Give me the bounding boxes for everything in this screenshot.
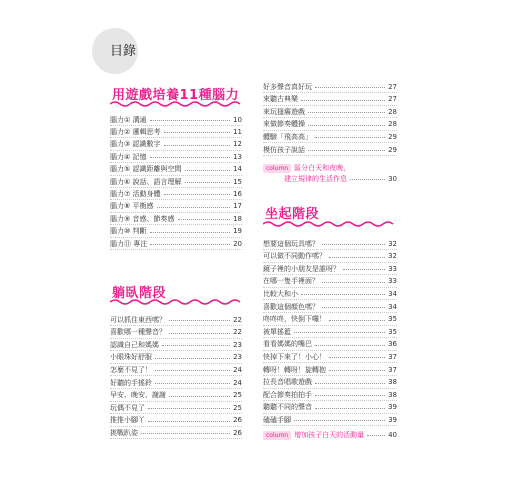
toc-entry-title: 推推小腳丫 — [110, 416, 145, 425]
leader-dots — [315, 395, 385, 396]
toc-entry-title: 快掉下來了！小心！ — [263, 352, 326, 361]
toc-entry-title: 模仿孩子說話 — [263, 145, 305, 154]
page-number: 12 — [233, 140, 242, 149]
toc-entry-title: 可以做不同動作嗎？ — [263, 252, 326, 261]
column-entry[interactable] — [263, 428, 397, 441]
leader-dots — [164, 145, 231, 146]
toc-entry-title: 腦力④ 記憶 — [110, 152, 147, 161]
toc-entry-title: 小眼珠好舒服 — [110, 353, 152, 362]
page-number: 38 — [388, 390, 397, 399]
page-number: 28 — [388, 120, 397, 129]
toc-entry-title: 腦力⑩ 判斷 — [110, 227, 147, 236]
column-badge: column — [263, 431, 291, 440]
leader-dots — [155, 358, 230, 359]
toc-entry-title: 來玩搔癢遊戲 — [263, 107, 305, 116]
toc-entry-title: 玩偶不見了 — [110, 403, 145, 412]
toc-entry-title: 腦力⑤ 認識距離與空間 — [110, 165, 182, 174]
toc-entry-title: 好多聲音真好玩 — [263, 82, 312, 91]
toc-entry-title: 怎麼不見了！ — [110, 365, 152, 374]
leader-dots — [308, 125, 385, 126]
leader-dots — [169, 333, 230, 334]
toc-entry-title: 比較大和小 — [263, 289, 298, 298]
toc-entry-title: 咚咚咚，快倒下囉！ — [263, 315, 326, 324]
leader-dots — [148, 421, 230, 422]
heading-wave-divider — [110, 100, 242, 108]
toc-entry-title: 喜歡哪一種聲音？ — [110, 328, 166, 337]
leader-dots — [164, 194, 231, 195]
page-number: 26 — [233, 416, 242, 425]
heading-wave-divider — [110, 298, 242, 306]
leader-dots — [150, 232, 231, 233]
leader-dots — [367, 435, 385, 436]
leader-dots — [322, 244, 385, 245]
page-number: 13 — [233, 152, 242, 161]
leader-dots — [308, 112, 385, 113]
toc-entry-title: 挑戰趴姿 — [110, 428, 138, 437]
row-separator — [263, 155, 397, 156]
leader-dots — [150, 120, 231, 121]
page-number: 29 — [388, 132, 397, 141]
page-number: 39 — [388, 403, 397, 412]
leader-dots — [148, 408, 230, 409]
page-number: 33 — [388, 277, 397, 286]
leader-dots — [169, 320, 230, 321]
toc-entry-title: 好聽的手搖鈴 — [110, 378, 152, 387]
toc-entry-title: 腦力⑦ 活動身體 — [110, 189, 161, 198]
page-number: 26 — [233, 428, 242, 437]
leader-dots — [155, 383, 230, 384]
section-heading-lying: 躺臥階段 — [112, 286, 167, 301]
page-number: 18 — [233, 214, 242, 223]
toc-entry-title: 體驗「飛高高」 — [263, 132, 312, 141]
leader-dots — [329, 357, 385, 358]
leader-dots — [308, 150, 385, 151]
leader-dots — [315, 87, 385, 88]
leader-dots — [157, 207, 231, 208]
page-number: 27 — [388, 82, 397, 91]
toc-entry-title: 腦力③ 認識數字 — [110, 140, 161, 149]
leader-dots — [343, 269, 385, 270]
toc-entry-title: 鏡子裡的小朋友是誰呀？ — [263, 264, 340, 273]
page-title: 目錄 — [110, 44, 137, 59]
toc-entry-title: 被單搖籃 — [263, 327, 291, 336]
column-entry-text: 建立規律的生活作息 — [284, 174, 347, 183]
row-separator — [263, 425, 397, 426]
page-number: 23 — [233, 353, 242, 362]
toc-entry-title: 看看媽媽的嘴巴 — [263, 340, 312, 349]
heading-wave-divider — [263, 220, 397, 228]
leader-dots — [294, 420, 385, 421]
toc-entry-title: 來做節奏體操 — [263, 120, 305, 129]
page-number: 32 — [388, 252, 397, 261]
leader-dots — [162, 345, 230, 346]
leader-dots — [329, 320, 385, 321]
toc-entry-title: 腦力② 邏輯思考 — [110, 127, 161, 136]
leader-dots — [315, 383, 385, 384]
toc-entry-title: 可以抓住東西嗎？ — [110, 315, 166, 324]
toc-entry-title: 喜歡這個顏色嗎？ — [263, 302, 319, 311]
section-heading-sitting: 坐起階段 — [265, 207, 320, 222]
page-number: 20 — [233, 239, 242, 248]
leader-dots — [322, 282, 385, 283]
toc-entry-title: 在哪一隻手裡面？ — [263, 277, 319, 286]
row-separator — [110, 438, 242, 439]
leader-dots — [329, 370, 385, 371]
page-number: 39 — [388, 415, 397, 424]
page-number: 15 — [233, 177, 242, 186]
column-entry-line2[interactable] — [284, 172, 397, 185]
page-number: 27 — [388, 95, 397, 104]
toc-entry-title: 配合節奏拍拍手 — [263, 390, 312, 399]
page-number: 33 — [388, 264, 397, 273]
page-number: 37 — [388, 352, 397, 361]
leader-dots — [322, 307, 385, 308]
toc-entry-title: 早安、晚安、謝謝 — [110, 391, 166, 400]
leader-dots — [150, 157, 231, 158]
page-number: 25 — [233, 403, 242, 412]
toc-entry-title: 腦力① 溝通 — [110, 115, 147, 124]
column-entry-text: 增加孩子白天的活動量 — [294, 430, 365, 439]
page-number: 19 — [233, 227, 242, 236]
leader-dots — [141, 433, 230, 434]
leader-dots — [178, 219, 231, 220]
page-number: 30 — [388, 174, 397, 183]
page-number: 23 — [233, 340, 242, 349]
row-separator — [110, 249, 242, 250]
toc-entry-title: 認識自己和媽媽 — [110, 340, 159, 349]
toc-entry-title: 想要這個玩具嗎？ — [263, 239, 319, 248]
page-number: 17 — [233, 202, 242, 211]
toc-entry-title: 腦力⑧ 平衡感 — [110, 202, 154, 211]
toc-entry-title: 腦力⑪ 專注 — [110, 239, 148, 248]
leader-dots — [155, 370, 230, 371]
toc-entry-title: 聽聽不同的聲音 — [263, 403, 312, 412]
page-number: 36 — [388, 340, 397, 349]
leader-dots — [329, 257, 385, 258]
page-number: 22 — [233, 315, 242, 324]
page-number: 38 — [388, 378, 397, 387]
leader-dots — [169, 396, 230, 397]
leader-dots — [350, 179, 385, 180]
page-number: 34 — [388, 289, 397, 298]
page-number: 11 — [233, 127, 242, 136]
leader-dots — [315, 137, 385, 138]
page-number: 10 — [233, 115, 242, 124]
page-number: 14 — [233, 165, 242, 174]
page-number: 24 — [233, 365, 242, 374]
toc-entry-title: 腦力⑨ 音感、節奏感 — [110, 214, 175, 223]
section-heading-brain: 用遊戲培養11種腦力 — [112, 88, 240, 103]
leader-dots — [185, 170, 231, 171]
page-number: 34 — [388, 302, 397, 311]
toc-entry-title: 轉呀！轉呀！旋轉抱 — [263, 365, 326, 374]
page-number: 28 — [388, 107, 397, 116]
page-number: 16 — [233, 189, 242, 198]
toc-entry-title: 拉長音唱歌遊戲 — [263, 378, 312, 387]
page-number: 37 — [388, 365, 397, 374]
page-number: 22 — [233, 328, 242, 337]
leader-dots — [185, 182, 231, 183]
leader-dots — [301, 100, 385, 101]
leader-dots — [294, 332, 385, 333]
toc-entry-title: 腦力⑥ 說話、語言理解 — [110, 177, 182, 186]
toc-entry-title: 來聽古典樂 — [263, 95, 298, 104]
page-number: 35 — [388, 327, 397, 336]
page-number: 40 — [388, 430, 397, 439]
page-number: 24 — [233, 378, 242, 387]
page-number: 35 — [388, 315, 397, 324]
page-number: 25 — [233, 391, 242, 400]
column-entry-text: 區分白天和夜晚， — [294, 163, 351, 172]
leader-dots — [315, 408, 385, 409]
column-badge: column — [263, 164, 291, 173]
leader-dots — [315, 345, 385, 346]
leader-dots — [164, 132, 231, 133]
leader-dots — [150, 244, 230, 245]
leader-dots — [301, 294, 385, 295]
toc-entry-title: 磕磕手腳 — [263, 415, 291, 424]
page-number: 29 — [388, 145, 397, 154]
page-number: 32 — [388, 239, 397, 248]
